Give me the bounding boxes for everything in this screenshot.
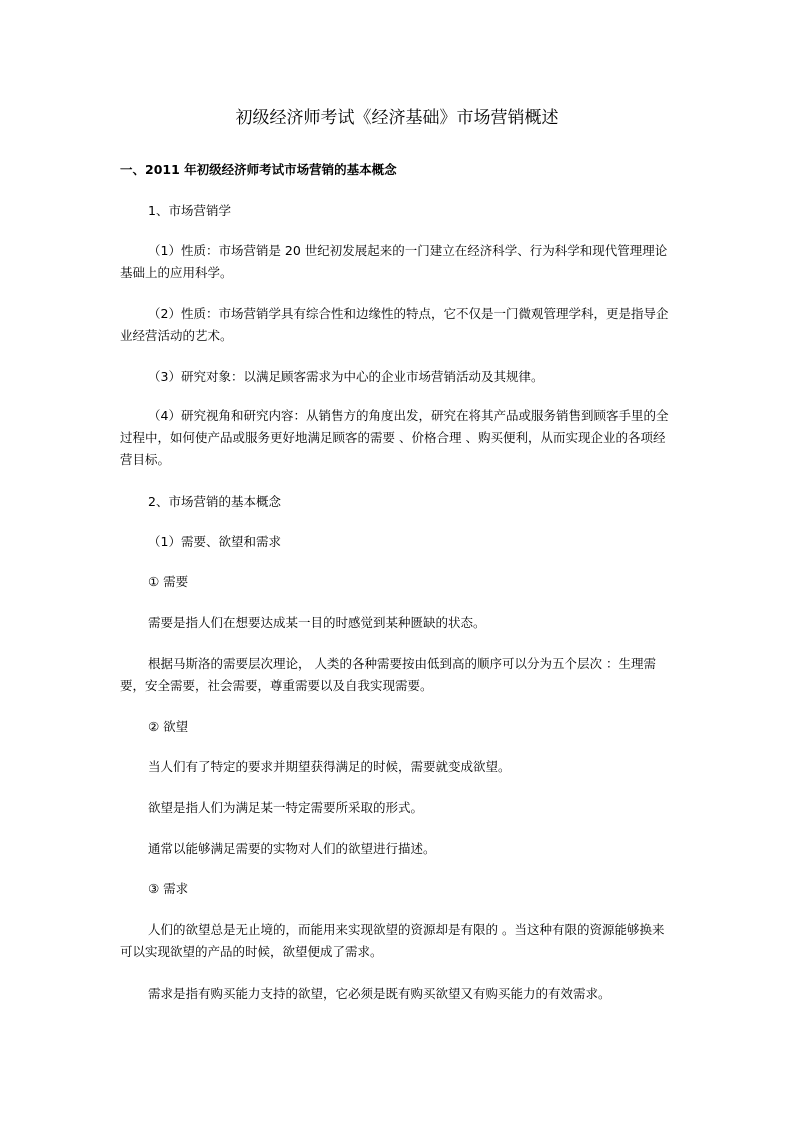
paragraph-research-content: （4）研究视角和研究内容：从销售方的角度出发，研究在将其产品或服务销售到顾客手里的全过程中，如何使产品或服务更好地满足顾客的需要 、价格合理 、购买便利，从而实现企业的各项经营目标。: [120, 408, 669, 467]
subheading-needs-wants-demands: （1）需要、欲望和需求: [148, 534, 281, 549]
paragraph-want-1: 当人们有了特定的要求并期望获得满足的时候，需要就变成欲望。: [148, 759, 511, 774]
item-heading-basic-concepts: 2、市场营销的基本概念: [148, 494, 281, 509]
circle-heading-demands: ③ 需求: [148, 881, 189, 896]
paragraph-demand-2: 需求是指有购买能力支持的欲望，它必须是既有购买欲望又有购买能力的有效需求。: [148, 986, 611, 1001]
paragraph-nature-2: （2）性质：市场营销学具有综合性和边缘性的特点，它不仅是一门微观管理学科，更是指导企业经营活动的艺术。: [120, 306, 669, 343]
paragraph-need-definition: 需要是指人们在想要达成某一目的时感觉到某种匮缺的状态。: [148, 615, 486, 630]
document-title: 初级经济师考试《经济基础》市场营销概述: [235, 108, 559, 128]
paragraph-demand-1: 人们的欲望总是无止境的，而能用来实现欲望的资源却是有限的 。当这种有限的资源能够换来可以实现欲望的产品的时候，欲望便成了需求。: [120, 922, 665, 959]
section-heading: 一、2011 年初级经济师考试市场营销的基本概念: [120, 162, 397, 177]
item-heading-marketing: 1、市场营销学: [148, 203, 231, 218]
paragraph-want-2: 欲望是指人们为满足某一特定需要所采取的形式。: [148, 800, 424, 815]
paragraph-maslow: 根据马斯洛的需要层次理论， 人类的各种需要按由低到高的顺序可以分为五个层次 ：生理需要，安全需要，社会需要，尊重需要以及自我实现需要。: [120, 656, 656, 693]
paragraph-research-object: （3）研究对象：以满足顾客需求为中心的企业市场营销活动及其规律。: [148, 369, 544, 384]
paragraph-want-3: 通常以能够满足需要的实物对人们的欲望进行描述。: [148, 841, 436, 856]
paragraph-nature-1: （1）性质：市场营销是 20 世纪初发展起来的一门建立在经济科学、行为科学和现代管理理论基础上的应用科学。: [120, 243, 668, 280]
circle-heading-wants: ② 欲望: [148, 719, 189, 734]
circle-heading-needs: ① 需要: [148, 574, 189, 589]
